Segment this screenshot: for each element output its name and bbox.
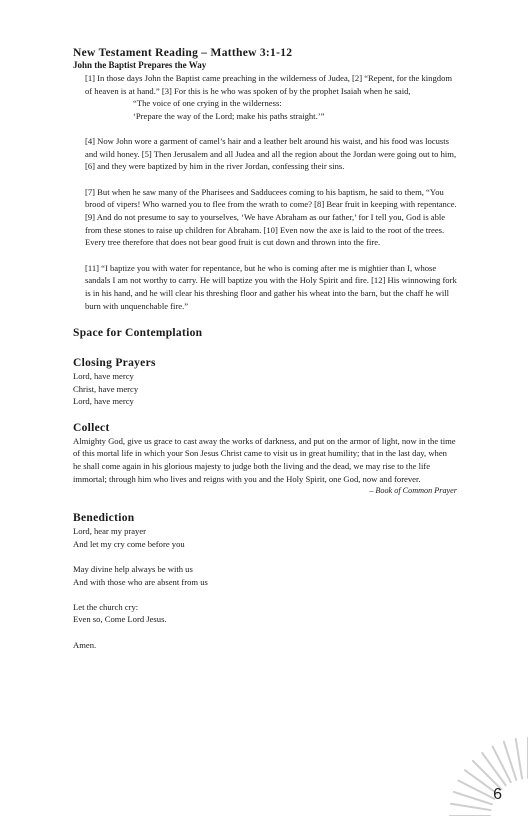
benediction-line: And with those who are absent from us (73, 576, 208, 587)
page-content (73, 46, 457, 651)
contemplation-section (73, 326, 457, 340)
benediction-line: May divine help always be with us (73, 564, 193, 575)
collect-title: Collect (73, 421, 110, 434)
reading-paragraph-3: [7] But when he saw many of the Pharisees and Sadducees coming to his baptism, he said to them, “You brood of vipers! Who warned you to flee from the wrath to come? [8] Bear fruit in keeping with repentance. [9] And do not presume to say to yourselves, ‘We have Abraham as our father,’ for I tell you, God is able from these stones to raise up children for Abraham. [10] Even now the axe is laid to the root of the trees. Every tree therefore that does not bear good fruit is cut down and thrown into the fire. (85, 186, 457, 248)
sunburst-ray (482, 753, 506, 785)
sunburst-ray (516, 739, 522, 779)
closing-prayer-line: Lord, have mercy (73, 371, 134, 382)
benediction-line: Amen. (73, 639, 97, 650)
contemplation-title: Space for Contemplation (73, 327, 203, 340)
reading-quote-line-1: “The voice of one crying in the wilderness: (133, 98, 282, 109)
closing-prayer-line: Lord, have mercy (73, 396, 134, 407)
collect-section (73, 421, 457, 497)
benediction-title: Benediction (73, 512, 135, 525)
reading-paragraph-1: [1] In those days John the Baptist came preaching in the wilderness of Judea, [2] “Repent, for the kingdom of heaven is at hand.” [3] For this is he who was spoken of by the prophet Isaiah when he said, (85, 73, 453, 96)
reading-subtitle: John the Baptist Prepares the Way (73, 60, 207, 70)
closing-prayers-title: Closing Prayers (73, 357, 156, 370)
sunburst-ray (451, 804, 491, 810)
reading-title: New Testament Reading – Matthew 3:1-12 (73, 47, 293, 59)
benediction-line: Even so, Come Lord Jesus. (73, 614, 167, 625)
collect-attribution: – Book of Common Prayer (369, 486, 457, 496)
reading-paragraph-4: [11] “I baptize you with water for repentance, but he who is coming after me is mightier than I, whose sandals I am not worthy to carry. He will baptize you with the Holy Spirit and fire. [12] His winnowing fork is in his hand, and he will clear his threshing floor and gather his wheat into the barn, but the chaff he will burn with unquenchable fire.” (85, 262, 457, 311)
benediction-line: Let the church cry: (73, 601, 139, 612)
benediction-section (73, 511, 457, 651)
benediction-line: And let my cry come before you (73, 538, 185, 549)
reading-paragraph-2: [4] Now John wore a garment of camel’s hair and a leather belt around his waist, and his food was locusts and wild honey. [5] Then Jerusalem and all Judea and all the region about the Jordan were going out to him, [6] and they were baptized by him in the river Jordan, confessing their sins. (85, 135, 457, 172)
collect-text: Almighty God, give us grace to cast away the works of darkness, and put on the armor of light, now in the time of this mortal life in which your Son Jesus Christ came to visit us in great humility; that in the last day, when he shall come again in his glorious majesty to judge both the living and the dead, we may rise to the life immortal; through him who lives and reigns with you and the Holy Spirit, one God, now and forever. (73, 435, 456, 484)
page-number: 6 (493, 786, 502, 803)
sunburst-decoration-icon (438, 726, 528, 816)
sunburst-ray (473, 761, 501, 789)
reading-quote-line-2: ‘Prepare the way of the Lord; make his paths straight.’” (133, 110, 325, 121)
closing-prayer-line: Christ, have mercy (73, 383, 139, 394)
closing-prayers-section (73, 356, 457, 408)
reading-body (73, 72, 457, 312)
benediction-line: Lord, hear my prayer (73, 526, 147, 537)
